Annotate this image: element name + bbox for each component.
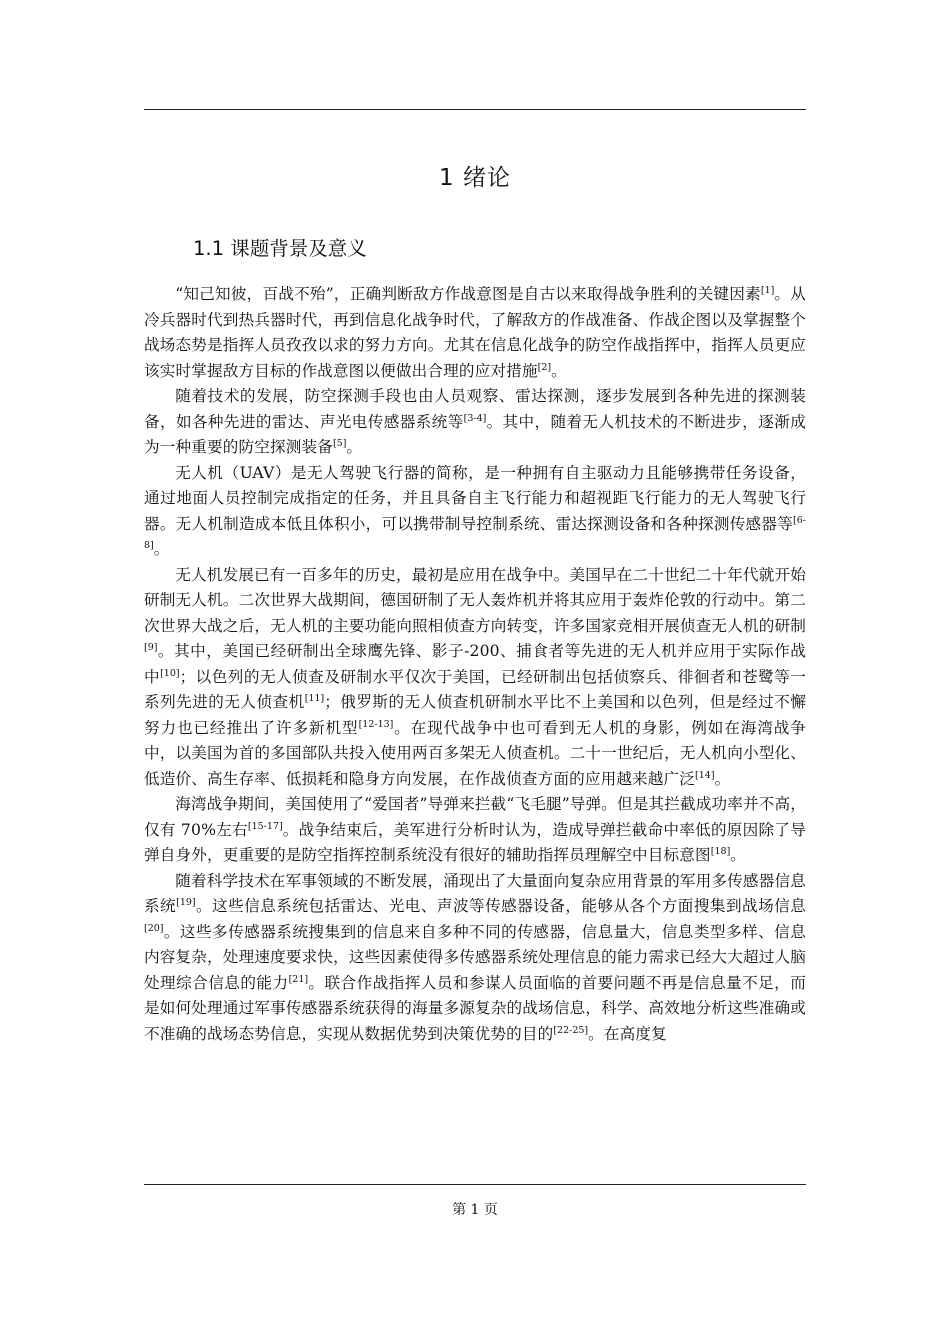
paragraph-text: 无人机发展已有一百多年的历史，最初是应用在战争中。美国早在二十世纪二十年代就开始研制无人机。二次世界大战期间，德国研制了无人轰炸机并将其应用于轰炸伦敦的行动中。第二次世界大战之后，无人机的主要功能向照相侦查方向转变，许多国家竞相开展侦查无人机的研制 — [144, 565, 806, 635]
paragraph-text: 随着技术的发展，防空探测手段也由人员观察、雷达探测，逐步发展到各种先进的探测装备，如各种先进的雷达、声光电传感器系统等 — [144, 387, 806, 431]
paragraph-text: ；以色列的无人侦查及研制水平仅次于美国，已经研制出包括侦察兵、徘徊者和苍鹭等一系列先进的无人侦查机 — [144, 667, 806, 711]
citation-ref: [19] — [176, 896, 196, 908]
citation-ref: [2] — [537, 361, 552, 373]
paragraph-text: 无人机（UAV）是无人驾驶飞行器的简称，是一种拥有自主驱动力且能够携带任务设备，通过地面人员控制完成指定的任务，并且具备自主飞行能力和超视距飞行能力的无人驾驶飞行器。无人机制造成本低且体积小，可以携带制导控制系统、雷达探测设备和各种探测传感器等 — [144, 463, 806, 533]
body-paragraph — [144, 384, 806, 461]
paragraph-text: 。 — [346, 438, 363, 456]
citation-ref: [1] — [760, 284, 775, 296]
section-title: 1.1 课题背景及意义 — [193, 237, 367, 260]
body-paragraph — [144, 461, 806, 563]
paragraph-text: 。其中，美国已经研制出全球鹰先锋、影子-200、捕食者等先进的无人机并应用于实际作战中 — [144, 642, 806, 686]
paragraph-text: 。这些多传感器系统搜集到的信息来自多种不同的传感器，信息量大，信息类型多样、信息内容复杂，处理速度要求快，这些因素使得多传感器系统处理信息的能力需求已经大大超过人脑处理综合信息的能力 — [144, 922, 806, 992]
body-text — [144, 282, 806, 1047]
citation-ref: [18] — [710, 845, 731, 857]
body-paragraph — [144, 563, 806, 793]
body-paragraph — [144, 792, 806, 869]
paragraph-text: 。 — [714, 769, 731, 788]
citation-ref: [14] — [695, 769, 715, 781]
paragraph-text: “知己知彼，百战不殆”，正确判断敌方作战意图是自古以来取得战争胜利的关键因素 — [175, 285, 761, 303]
paragraph-text: 。战争结束后，美军进行分析时认为，造成导弹拦截命中率低的原因除了导弹自身外，更重要的是防空指挥控制系统没有很好的辅助指挥员理解空中目标意图 — [144, 820, 806, 864]
paragraph-text: 。联合作战指挥人员和参谋人员面临的首要问题不再是信息量不足，而是如何处理通过军事传感器系统获得的海量多源复杂的战场信息，科学、高效地分析这些准确或不准确的战场态势信息，实现从数据优势到决策优势的目的 — [144, 973, 806, 1043]
paragraph-text: 。这些信息系统包括雷达、光电、声波等传感器设备，能够从各个方面搜集到战场信息 — [195, 897, 806, 915]
body-paragraph — [144, 282, 806, 384]
body-paragraph — [144, 869, 806, 1048]
paragraph-text: 。 — [730, 846, 747, 864]
citation-ref: [15-17] — [247, 820, 283, 832]
citation-ref: [9] — [144, 641, 158, 653]
citation-ref: [21] — [288, 973, 309, 985]
citation-ref: [5] — [332, 437, 347, 449]
citation-ref: [20] — [144, 922, 164, 934]
citation-ref: [6-8] — [144, 514, 806, 551]
citation-ref: [22-25] — [553, 1024, 589, 1036]
paragraph-text: 。在高度复 — [588, 1024, 667, 1043]
paragraph-text: 。 — [153, 540, 170, 558]
paragraph-text: 。其中，随着无人机技术的不断进步，逐渐成为一种重要的防空探测装备 — [144, 412, 806, 456]
citation-ref: [3-4] — [463, 412, 487, 424]
paragraph-text: 。从冷兵器时代到热兵器时代，再到信息化战争时代，了解敌方的作战准备、作战企图以及掌握整个战场态势是指挥人员孜孜以求的努力方向。尤其在信息化战争的防空作战指挥中，指挥人员更应该实时掌握敌方目标的作战意图以便做出合理的应对措施 — [144, 285, 806, 380]
citation-ref: [10] — [160, 667, 180, 679]
paragraph-text: 。 — [551, 361, 567, 380]
footer-rule — [144, 1184, 806, 1185]
paragraph-text: ；俄罗斯的无人侦查机研制水平比不上美国和以色列，但是经过不懈努力也已经推出了许多新机型 — [144, 693, 806, 737]
citation-ref: [12-13] — [358, 718, 394, 730]
paragraph-text: 。在现代战争中也可看到无人机的身影，例如在海湾战争中，以美国为首的多国部队共投入使用两百多架无人侦查机。二十一世纪后，无人机向小型化、低造价、高生存率、低损耗和隐身方向发展，在作战侦查方面的应用越来越广泛 — [144, 718, 806, 788]
paragraph-text: 随着科学技术在军事领域的不断发展，涌现出了大量面向复杂应用背景的军用多传感器信息系统 — [144, 871, 806, 915]
chapter-title: 1 绪论 — [439, 165, 511, 191]
header-rule — [144, 109, 806, 110]
citation-ref: [11] — [304, 692, 325, 704]
paragraph-text: 海湾战争期间，美国使用了“爱国者”导弹来拦截“飞毛腿”导弹。但是其拦截成功率并不高，仅有 70%左右 — [144, 795, 806, 839]
page-number: 第 1 页 — [452, 1202, 498, 1218]
